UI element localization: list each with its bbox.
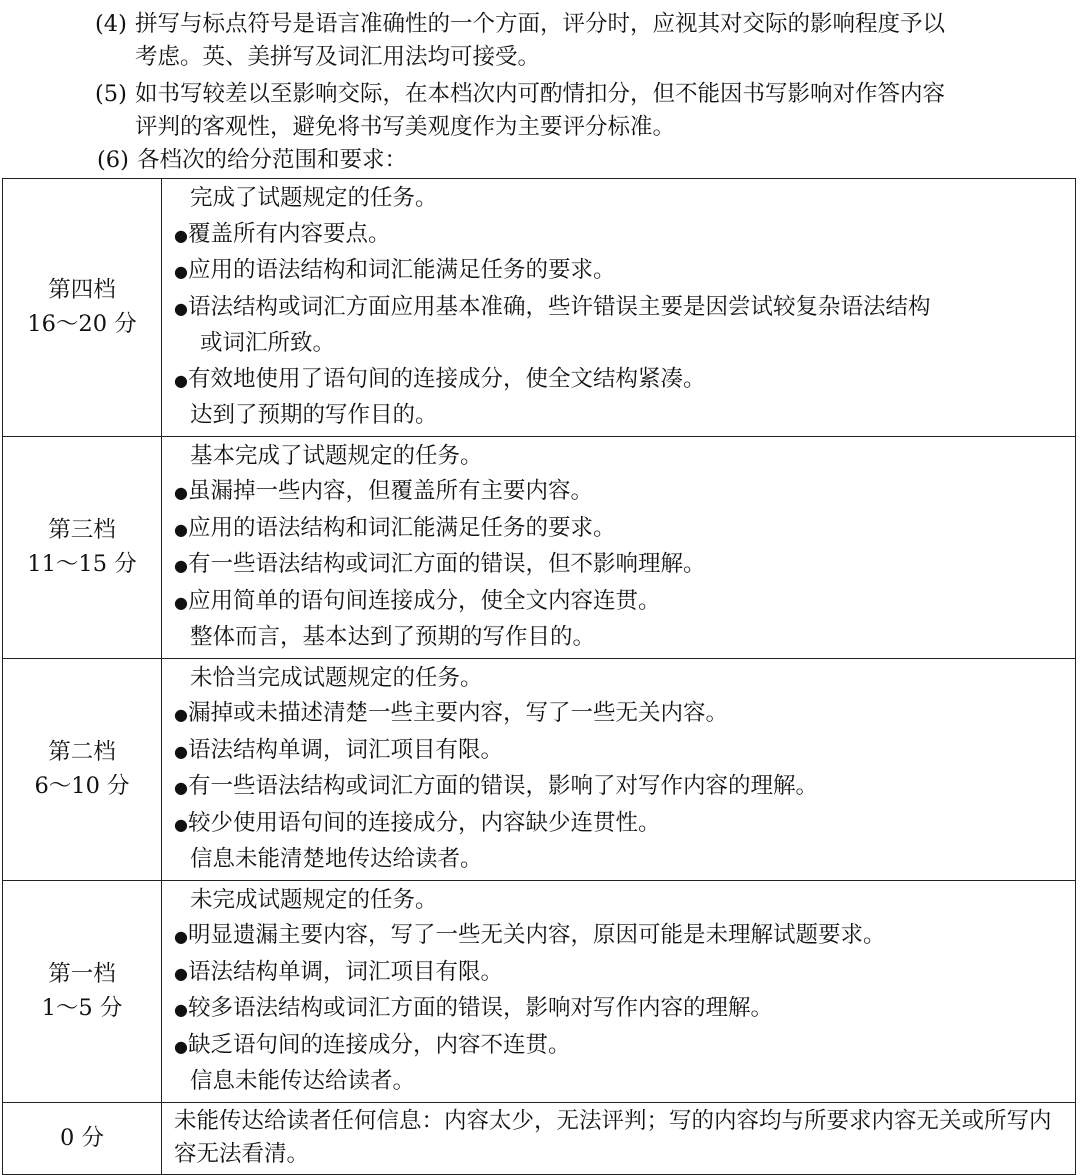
bullet-icon: ●	[174, 927, 188, 946]
grade-intro: 未恰当完成试题规定的任务。	[190, 664, 483, 691]
grade-outro: 信息未能清楚地传达给读者。	[190, 846, 483, 872]
bullet-icon: ●	[174, 1000, 188, 1019]
grade-level: 第二档	[48, 739, 116, 765]
grade-level: 第四档	[48, 277, 116, 304]
bullet-icon: ●	[174, 705, 188, 724]
grade-level-cell	[3, 1102, 162, 1174]
bullet-icon: ●	[174, 778, 188, 797]
bullet-icon: ●	[174, 963, 188, 983]
grade-row	[3, 179, 1076, 437]
criterion-continuation: 或词汇所致。	[200, 330, 336, 356]
criterion-text: 有一些语法结构或词汇方面的错误，但不影响理解。	[188, 551, 706, 577]
criterion-item	[174, 362, 1075, 399]
grade-level-cell	[3, 658, 162, 880]
criterion-item	[174, 290, 1075, 327]
grade-description	[162, 880, 1076, 1102]
grade-level: 第一档	[48, 961, 116, 987]
grade-intro: 未完成试题规定的任务。	[190, 886, 438, 913]
criterion-item	[174, 955, 1075, 992]
note-line: 考虑。英、美拼写及词汇用法均可接受。	[135, 44, 541, 70]
criterion-item	[174, 253, 1075, 290]
criterion-text: 应用的语法结构和词汇能满足任务的要求。	[188, 257, 616, 283]
grade-level-cell	[3, 179, 162, 437]
grade-level: 第三档	[48, 517, 116, 543]
bullet-icon: ●	[174, 814, 188, 834]
criterion-text: 应用的语法结构和词汇能满足任务的要求。	[188, 514, 616, 541]
note-line: 评判的客观性，避免将书写美观度作为主要评分标准。	[135, 114, 676, 140]
grade-score: 11～15 分	[27, 551, 137, 577]
criterion-text: 较多语法结构或词汇方面的错误，影响对写作内容的理解。	[188, 995, 774, 1021]
criterion-item	[174, 696, 1075, 733]
criterion-text: 虽漏掉一些内容，但覆盖所有主要内容。	[188, 478, 594, 504]
criterion-text: 语法结构或词汇方面应用基本准确，些许错误主要是因尝试较复杂语法结构	[188, 293, 931, 320]
note-number: (5)	[95, 81, 127, 107]
bullet-icon: ●	[174, 370, 188, 390]
criterion-item	[174, 918, 1075, 955]
grade-intro: 完成了试题规定的任务。	[190, 185, 438, 211]
criterion-text: 有一些语法结构或词汇方面的错误，影响了对写作内容的理解。	[188, 773, 819, 799]
grade-score: 0 分	[60, 1125, 104, 1151]
criterion-text: 语法结构单调，词汇项目有限。	[188, 958, 504, 985]
criterion-text: 缺乏语句间的连接成分，内容不连贯。	[188, 1031, 571, 1058]
grade-intro: 基本完成了试题规定的任务。	[190, 442, 483, 469]
grade-level-cell	[3, 436, 162, 658]
bullet-icon: ●	[174, 262, 188, 281]
criterion-item	[174, 584, 1075, 621]
grade-score: 6～10 分	[34, 773, 130, 799]
grading-table	[2, 178, 1076, 1175]
grade-description	[162, 179, 1076, 437]
bullet-icon: ●	[174, 556, 188, 575]
note-number: (4)	[95, 11, 127, 37]
grade-level-cell	[3, 880, 162, 1102]
zero-description: 未能传达给读者任何信息：内容太少，无法评判；写的内容均与所要求内容无关或所写内容无法看清。	[174, 1108, 1052, 1167]
bullet-icon: ●	[174, 519, 188, 539]
criterion-text: 有效地使用了语句间的连接成分，使全文结构紧凑。	[188, 365, 706, 392]
criterion-text: 明显遗漏主要内容，写了一些无关内容，原因可能是未理解试题要求。	[188, 922, 886, 948]
criterion-item	[174, 1028, 1075, 1065]
criterion-text: 漏掉或未描述清楚一些主要内容，写了一些无关内容。	[188, 700, 729, 726]
note-line: 各档次的给分范围和要求：	[137, 147, 408, 173]
criterion-item	[174, 769, 1075, 806]
grade-outro: 信息未能传达给读者。	[190, 1068, 416, 1094]
criterion-item	[174, 474, 1075, 511]
grade-description	[162, 436, 1076, 658]
grade-row-zero	[3, 1102, 1076, 1174]
grade-row	[3, 658, 1076, 880]
criterion-item	[174, 733, 1075, 770]
criterion-item	[174, 991, 1075, 1028]
criterion-text: 较少使用语句间的连接成分，内容缺少连贯性。	[188, 809, 661, 836]
criterion-item	[174, 217, 1075, 254]
criterion-item	[174, 806, 1075, 843]
note-4	[95, 8, 1075, 74]
note-number: (6)	[97, 147, 129, 173]
grade-score: 16～20 分	[27, 311, 137, 338]
bullet-icon: ●	[174, 592, 188, 612]
grade-outro: 整体而言，基本达到了预期的写作目的。	[190, 624, 596, 650]
note-line: 拼写与标点符号是语言准确性的一个方面，评分时，应视其对交际的影响程度予以	[135, 11, 946, 37]
bullet-icon: ●	[174, 225, 188, 245]
bullet-icon: ●	[174, 741, 188, 761]
grade-score: 1～5 分	[41, 995, 123, 1021]
criterion-text: 覆盖所有内容要点。	[188, 220, 391, 247]
criterion-text: 语法结构单调，词汇项目有限。	[188, 736, 504, 763]
criterion-item	[174, 511, 1075, 548]
bullet-icon: ●	[174, 483, 188, 502]
bullet-icon: ●	[174, 298, 188, 318]
grade-row	[3, 880, 1076, 1102]
grade-description	[162, 658, 1076, 880]
grade-outro: 达到了预期的写作目的。	[190, 402, 438, 428]
note-line: 如书写较差以至影响交际，在本档次内可酌情扣分，但不能因书写影响对作答内容	[135, 81, 946, 107]
note-6	[97, 144, 1077, 177]
criterion-item	[174, 547, 1075, 584]
grade-row	[3, 436, 1076, 658]
bullet-icon: ●	[174, 1036, 188, 1056]
note-5	[95, 78, 1075, 144]
criterion-text: 应用简单的语句间连接成分，使全文内容连贯。	[188, 587, 661, 614]
grade-description	[162, 1102, 1076, 1174]
